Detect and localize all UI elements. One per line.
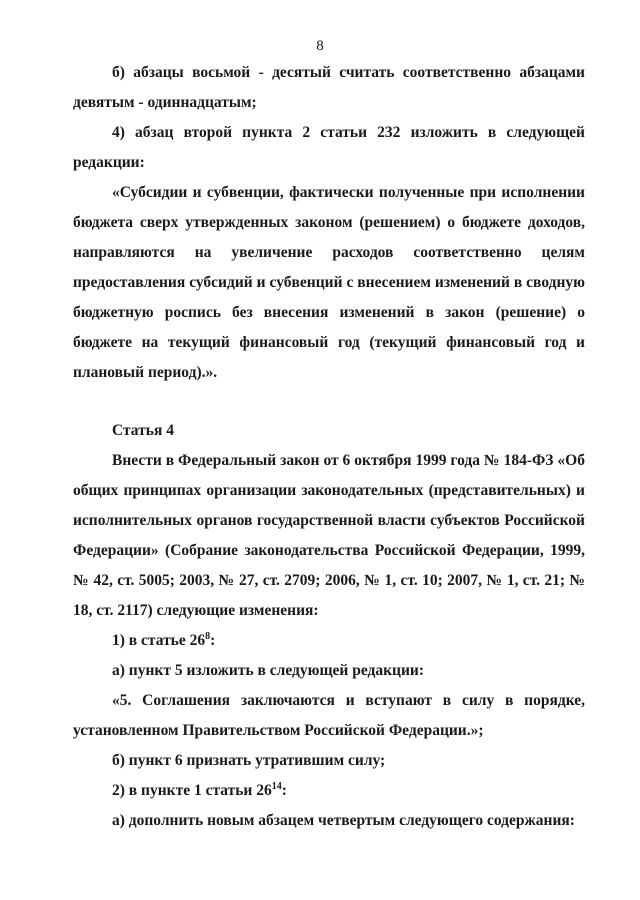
item-2-text: 2) в пункте 1 статьи 26 [112, 782, 272, 799]
item-2-colon: : [281, 782, 287, 799]
paragraph-b-abzacy: б) абзацы восьмой - десятый считать соответственно абзацами девятым - одиннадцатым; [73, 64, 585, 111]
item-1-text: 1) в статье 26 [112, 632, 206, 649]
article-heading: Статья 4 [112, 422, 174, 439]
item-2-paragraph [73, 776, 585, 806]
item-1a-quote-paragraph: «5. Соглашения заключаются и вступают в силу в порядке, установленном Правительством Российской Федерации.»; [73, 692, 585, 739]
item-1a-paragraph: а) пункт 5 изложить в следующей редакции: [112, 662, 424, 679]
item-1b-paragraph: б) пункт 6 признать утратившим силу; [112, 752, 386, 769]
section-gap [73, 388, 585, 416]
item-1-paragraph [73, 626, 585, 656]
item-2-superscript: 14 [271, 780, 282, 792]
paragraph-4-abzac: 4) абзац второй пункта 2 статьи 232 изложить в следующей редакции: [73, 124, 585, 171]
item-1-colon: : [210, 632, 216, 649]
document-body [73, 58, 585, 836]
article-intro-paragraph: Внести в Федеральный закон от 6 октября 1999 года № 184-ФЗ «Об общих принципах организации законодательных (представительных) и исполнительных органов государственной власти субъектов Российской Федерации» (Собрание законодательства Российской Федерации, 1999, № 42, ст. 5005; 2003, № 27, ст. 2709; 2006, № 1, ст. 10; 2007, № 1, ст. 21; № 18, ст. 2117) следующие изменения: [73, 452, 585, 619]
item-2a-paragraph: а) дополнить новым абзацем четвертым следующего содержания: [112, 812, 575, 829]
paragraph-quote-subsidii: «Субсидии и субвенции, фактически полученные при исполнении бюджета сверх утвержденных законом (решением) о бюджете доходов, направляются на увеличение расходов соответственно целям предоставления субсидий и субвенций с внесением изменений в сводную бюджетную роспись без внесения изменений в закон (решение) о бюджете на текущий финансовый год (текущий финансовый год и плановый период).». [73, 184, 585, 381]
page-number: 8 [316, 38, 324, 54]
item-1-superscript: 8 [205, 630, 211, 642]
